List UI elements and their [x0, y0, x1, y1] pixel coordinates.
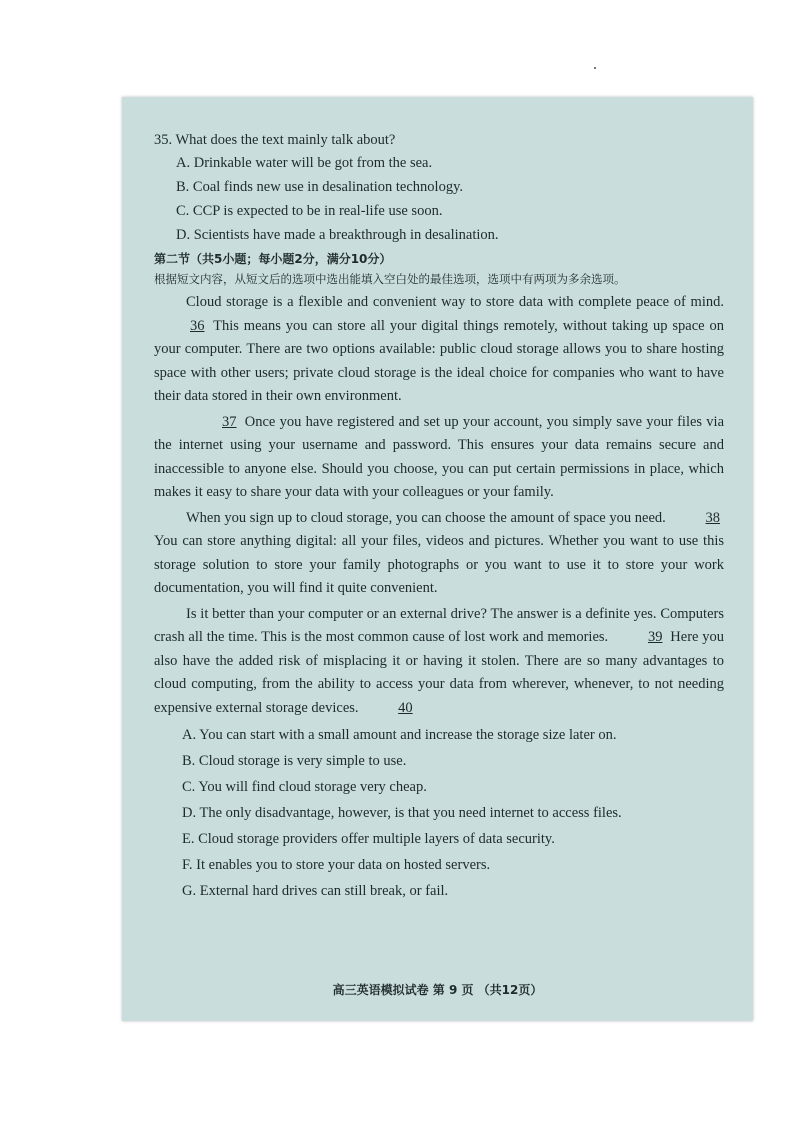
- paragraph-3: [154, 507, 724, 601]
- paragraph-1-text-a: Cloud storage is a flexible and convenient way to store data with complete peace of mind.: [186, 294, 724, 310]
- paragraph-2-text: Once you have registered and set up your account, you simply save your files via the internet using your username and password. This ensures your data remains secure and inaccessible to anyone else. Should you choose, you can put certain permissions in place, which makes it easy to share your data with your colleagues or your family.: [154, 413, 725, 500]
- question-35-option-c: C. CCP is expected to be in real-life use soon.: [176, 203, 443, 219]
- section-instruction: 根据短文内容，从短文后的选项中选出能填入空白处的最佳选项，选项中有两项为多余选项。: [154, 272, 626, 286]
- paragraph-1-text-b: This means you can store all your digital things remotely, without taking up space on your computer. There are two options available: public cloud storage allows you to share hosting space with other users; private cloud storage is the ideal choice for companies who want to have their data stored in their own environment.: [154, 317, 725, 404]
- question-35-option-a: A. Drinkable water will be got from the sea.: [176, 155, 433, 171]
- paragraph-3-text-b: You can store anything digital: all your files, videos and pictures. Whether you want to use this storage solution to store your family photographs or you want to use it to store your work documentation, you will find it quite convenient.: [154, 533, 724, 596]
- question-35-option-b: B. Coal finds new use in desalination technology.: [176, 179, 463, 195]
- blank-39: 39: [647, 629, 663, 645]
- blank-36: 36: [190, 317, 205, 334]
- choice-g: G. External hard drives can still break, or fail.: [182, 883, 449, 899]
- page-content: [154, 129, 724, 904]
- choice-c: C. You will find cloud storage very cheap.: [182, 779, 427, 795]
- paragraph-1: [154, 291, 724, 409]
- question-35-title: 35. What does the text mainly talk about?: [154, 132, 396, 148]
- section-heading: 第二节（共5小题；每小题2分，满分10分）: [154, 252, 392, 266]
- choice-b: B. Cloud storage is very simple to use.: [182, 753, 407, 769]
- choice-d: D. The only disadvantage, however, is that you need internet to access files.: [182, 805, 622, 821]
- page-footer: 高三英语模拟试卷 第 9 页 （共12页）: [332, 983, 543, 997]
- answer-choices: [154, 722, 724, 904]
- paragraph-4-text-b: Here you also have the added risk of misplacing it or having it stolen. There are so many advantages to cloud computing, from the ability to access your data from wherever, whenever, to not needing expensive external storage devices.: [154, 629, 725, 716]
- blank-38: 38: [705, 509, 721, 526]
- question-35-option-d: D. Scientists have made a breakthrough in desalination.: [176, 227, 499, 243]
- paragraph-4: [154, 603, 724, 721]
- blank-37: 37: [222, 413, 237, 430]
- choice-e: E. Cloud storage providers offer multiple layers of data security.: [182, 831, 555, 847]
- choice-a: A. You can start with a small amount and increase the storage size later on.: [182, 727, 617, 743]
- paragraph-4-text-a: Is it better than your computer or an external drive? The answer is a definite yes. Computers crash all the time. This is the most common cause of lost work and memories.: [154, 605, 724, 645]
- choice-f: F. It enables you to store your data on hosted servers.: [182, 857, 491, 873]
- scan-speck: [594, 67, 596, 69]
- exam-page: [122, 97, 753, 1021]
- paragraph-2: [154, 411, 724, 505]
- paragraph-3-text-a: When you sign up to cloud storage, you can choose the amount of space you need.: [186, 509, 666, 526]
- blank-40: 40: [398, 699, 413, 716]
